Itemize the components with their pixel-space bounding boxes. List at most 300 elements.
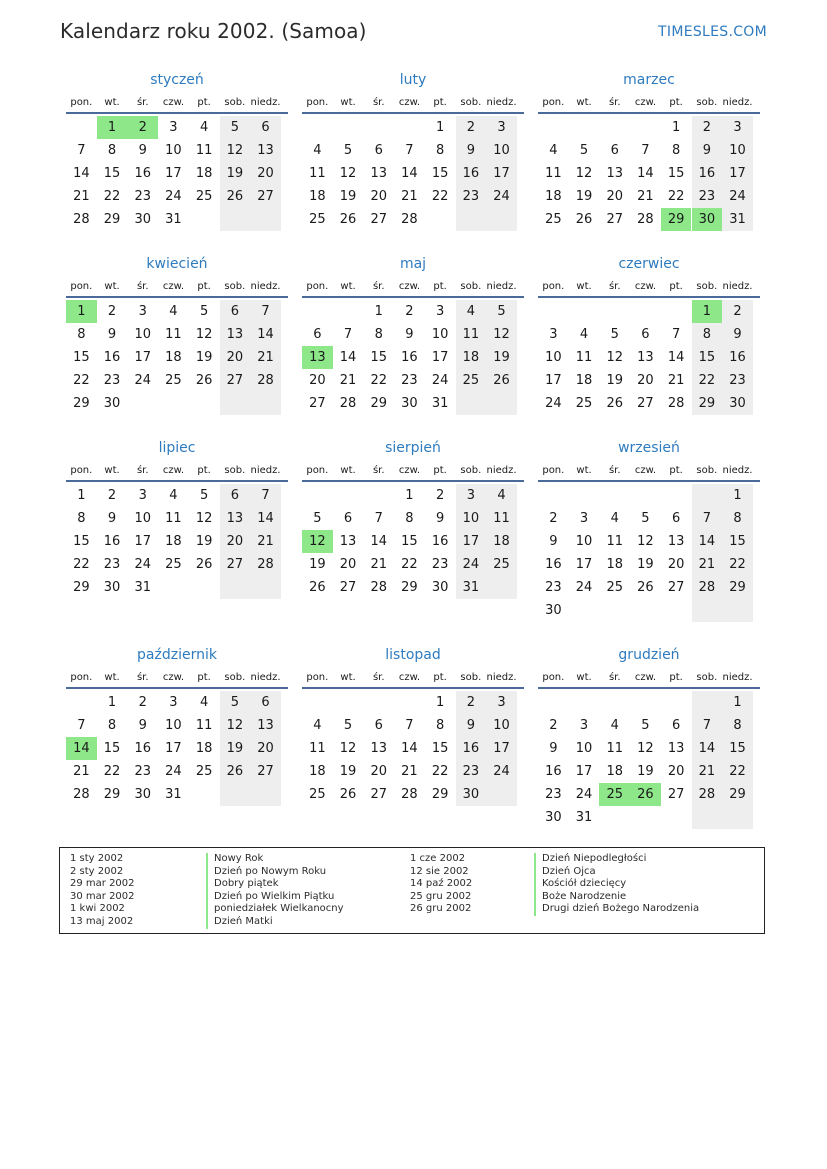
day-cell[interactable]: 10 [722, 139, 753, 162]
day-cell[interactable]: 25 [165, 373, 182, 388]
day-cell[interactable]: 2 [722, 300, 753, 323]
day-cell[interactable]: 6 [374, 718, 383, 733]
day-cell[interactable]: 29 [401, 580, 418, 595]
day-cell[interactable]: 10 [575, 534, 593, 549]
day-cell[interactable]: 28 [250, 553, 281, 576]
day-cell[interactable]: 22 [431, 764, 449, 779]
day-cell[interactable]: 29 [661, 208, 692, 231]
day-cell[interactable]: 22 [73, 373, 90, 388]
day-cell[interactable]: 28 [73, 787, 90, 802]
day-cell[interactable]: 6 [220, 484, 251, 507]
day-cell[interactable]: 21 [73, 189, 90, 204]
day-cell[interactable]: 2 [405, 304, 414, 319]
day-cell[interactable]: 3 [456, 484, 487, 507]
day-cell[interactable]: 9 [436, 511, 445, 526]
day-cell[interactable]: 22 [103, 189, 121, 204]
day-cell[interactable]: 7 [405, 718, 414, 733]
day-cell[interactable]: 24 [486, 185, 517, 208]
day-cell[interactable]: 16 [545, 557, 562, 572]
day-cell[interactable]: 7 [692, 507, 723, 530]
day-cell[interactable]: 2 [692, 116, 723, 139]
day-cell[interactable]: 19 [220, 737, 251, 760]
day-cell[interactable]: 6 [250, 116, 281, 139]
day-cell[interactable]: 29 [73, 580, 90, 595]
day-cell[interactable]: 12 [339, 166, 357, 181]
day-cell[interactable]: 11 [486, 507, 517, 530]
day-cell[interactable]: 16 [456, 737, 487, 760]
day-cell[interactable]: 29 [431, 787, 449, 802]
day-cell[interactable]: 29 [73, 396, 90, 411]
day-cell[interactable]: 13 [220, 507, 251, 530]
day-cell[interactable]: 20 [309, 373, 326, 388]
day-cell[interactable]: 27 [220, 553, 251, 576]
day-cell[interactable]: 4 [169, 304, 178, 319]
day-cell[interactable]: 14 [370, 534, 387, 549]
day-cell[interactable]: 23 [103, 557, 121, 572]
day-cell[interactable]: 13 [302, 346, 333, 369]
day-cell[interactable]: 13 [667, 534, 685, 549]
day-cell[interactable]: 30 [456, 783, 487, 806]
day-cell[interactable]: 22 [692, 369, 723, 392]
day-cell[interactable]: 4 [579, 327, 589, 342]
day-cell[interactable]: 13 [370, 741, 387, 756]
day-cell[interactable]: 23 [134, 189, 151, 204]
day-cell[interactable]: 25 [606, 580, 623, 595]
day-cell[interactable]: 25 [545, 212, 562, 227]
day-cell[interactable]: 18 [195, 741, 213, 756]
day-cell[interactable]: 26 [575, 212, 593, 227]
day-cell[interactable]: 15 [722, 737, 753, 760]
day-cell[interactable]: 29 [370, 396, 387, 411]
day-cell[interactable]: 2 [436, 488, 445, 503]
day-cell[interactable]: 15 [370, 350, 387, 365]
day-cell[interactable]: 17 [165, 166, 182, 181]
day-cell[interactable]: 28 [339, 396, 357, 411]
day-cell[interactable]: 26 [195, 557, 213, 572]
day-cell[interactable]: 26 [195, 373, 213, 388]
day-cell[interactable]: 24 [165, 189, 182, 204]
day-cell[interactable]: 3 [436, 304, 445, 319]
day-cell[interactable]: 21 [73, 764, 90, 779]
day-cell[interactable]: 24 [165, 764, 182, 779]
day-cell[interactable]: 26 [339, 787, 357, 802]
day-cell[interactable]: 9 [456, 139, 487, 162]
day-cell[interactable]: 27 [339, 580, 357, 595]
day-cell[interactable]: 2 [127, 116, 158, 139]
day-cell[interactable]: 23 [431, 557, 449, 572]
day-cell[interactable]: 30 [103, 580, 121, 595]
day-cell[interactable]: 28 [401, 787, 418, 802]
day-cell[interactable]: 9 [549, 534, 558, 549]
day-cell[interactable]: 10 [545, 350, 562, 365]
day-cell[interactable]: 17 [456, 530, 487, 553]
day-cell[interactable]: 17 [486, 737, 517, 760]
day-cell[interactable]: 18 [165, 534, 182, 549]
day-cell[interactable]: 23 [545, 787, 562, 802]
day-cell[interactable]: 22 [103, 764, 121, 779]
day-cell[interactable]: 3 [138, 304, 147, 319]
day-cell[interactable]: 15 [722, 530, 753, 553]
day-cell[interactable]: 20 [637, 373, 654, 388]
day-cell[interactable]: 1 [722, 484, 753, 507]
day-cell[interactable]: 1 [692, 300, 723, 323]
day-cell[interactable]: 17 [165, 741, 182, 756]
day-cell[interactable]: 9 [692, 139, 723, 162]
day-cell[interactable]: 10 [134, 511, 151, 526]
day-cell[interactable]: 30 [134, 212, 151, 227]
day-cell[interactable]: 11 [575, 350, 593, 365]
day-cell[interactable]: 22 [431, 189, 449, 204]
day-cell[interactable]: 2 [107, 488, 117, 503]
day-cell[interactable]: 2 [456, 116, 487, 139]
day-cell[interactable]: 5 [641, 511, 650, 526]
day-cell[interactable]: 12 [637, 741, 654, 756]
day-cell[interactable]: 31 [431, 396, 449, 411]
day-cell[interactable]: 20 [250, 162, 281, 185]
day-cell[interactable]: 10 [134, 327, 151, 342]
day-cell[interactable]: 18 [575, 373, 593, 388]
day-cell[interactable]: 4 [169, 488, 178, 503]
day-cell[interactable]: 18 [545, 189, 562, 204]
day-cell[interactable]: 13 [250, 714, 281, 737]
day-cell[interactable]: 29 [722, 576, 753, 599]
day-cell[interactable]: 26 [486, 369, 517, 392]
day-cell[interactable]: 26 [630, 783, 661, 806]
day-cell[interactable]: 1 [672, 120, 681, 135]
day-cell[interactable]: 12 [575, 166, 593, 181]
day-cell[interactable]: 22 [667, 189, 685, 204]
day-cell[interactable]: 15 [73, 534, 90, 549]
day-cell[interactable]: 26 [309, 580, 326, 595]
day-cell[interactable]: 31 [722, 208, 753, 231]
day-cell[interactable]: 30 [692, 208, 723, 231]
day-cell[interactable]: 5 [610, 327, 619, 342]
day-cell[interactable]: 15 [667, 166, 685, 181]
day-cell[interactable]: 5 [200, 304, 209, 319]
day-cell[interactable]: 8 [107, 143, 117, 158]
day-cell[interactable]: 6 [250, 691, 281, 714]
day-cell[interactable]: 15 [103, 166, 121, 181]
day-cell[interactable]: 17 [134, 350, 151, 365]
day-cell[interactable]: 12 [195, 327, 213, 342]
day-cell[interactable]: 11 [165, 327, 182, 342]
day-cell[interactable]: 14 [250, 323, 281, 346]
day-cell[interactable]: 14 [401, 741, 418, 756]
day-cell[interactable]: 13 [250, 139, 281, 162]
day-cell[interactable]: 1 [405, 488, 414, 503]
day-cell[interactable]: 6 [220, 300, 251, 323]
day-cell[interactable]: 11 [165, 511, 182, 526]
day-cell[interactable]: 20 [220, 530, 251, 553]
day-cell[interactable]: 4 [200, 695, 209, 710]
day-cell[interactable]: 30 [134, 787, 151, 802]
day-cell[interactable]: 13 [370, 166, 387, 181]
day-cell[interactable]: 31 [575, 810, 593, 825]
day-cell[interactable]: 1 [97, 116, 128, 139]
day-cell[interactable]: 16 [456, 162, 487, 185]
day-cell[interactable]: 19 [195, 534, 213, 549]
day-cell[interactable]: 31 [165, 212, 182, 227]
day-cell[interactable]: 10 [165, 143, 182, 158]
day-cell[interactable]: 7 [374, 511, 383, 526]
day-cell[interactable]: 3 [486, 691, 517, 714]
day-cell[interactable]: 5 [486, 300, 517, 323]
day-cell[interactable]: 30 [545, 603, 562, 618]
day-cell[interactable]: 9 [549, 741, 558, 756]
day-cell[interactable]: 15 [431, 741, 449, 756]
day-cell[interactable]: 12 [195, 511, 213, 526]
day-cell[interactable]: 5 [220, 691, 251, 714]
day-cell[interactable]: 9 [107, 327, 117, 342]
day-cell[interactable]: 4 [456, 300, 487, 323]
day-cell[interactable]: 31 [165, 787, 182, 802]
day-cell[interactable]: 19 [637, 764, 654, 779]
day-cell[interactable]: 18 [606, 557, 623, 572]
day-cell[interactable]: 19 [220, 162, 251, 185]
day-cell[interactable]: 19 [486, 346, 517, 369]
day-cell[interactable]: 17 [722, 162, 753, 185]
day-cell[interactable]: 2 [107, 304, 117, 319]
day-cell[interactable]: 13 [637, 350, 654, 365]
day-cell[interactable]: 18 [195, 166, 213, 181]
day-cell[interactable]: 18 [165, 350, 182, 365]
day-cell[interactable]: 16 [103, 534, 121, 549]
day-cell[interactable]: 20 [250, 737, 281, 760]
day-cell[interactable]: 8 [374, 327, 383, 342]
day-cell[interactable]: 26 [220, 760, 251, 783]
day-cell[interactable]: 10 [456, 507, 487, 530]
day-cell[interactable]: 3 [549, 327, 558, 342]
day-cell[interactable]: 27 [667, 580, 685, 595]
day-cell[interactable]: 23 [401, 373, 418, 388]
day-cell[interactable]: 13 [339, 534, 357, 549]
day-cell[interactable]: 3 [579, 718, 589, 733]
day-cell[interactable]: 3 [722, 116, 753, 139]
day-cell[interactable]: 2 [549, 511, 558, 526]
day-cell[interactable]: 24 [722, 185, 753, 208]
day-cell[interactable]: 8 [722, 714, 753, 737]
day-cell[interactable]: 13 [220, 323, 251, 346]
day-cell[interactable]: 23 [692, 185, 723, 208]
day-cell[interactable]: 7 [343, 327, 353, 342]
day-cell[interactable]: 31 [456, 576, 487, 599]
day-cell[interactable]: 5 [343, 718, 353, 733]
day-cell[interactable]: 29 [692, 392, 723, 415]
day-cell[interactable]: 28 [73, 212, 90, 227]
day-cell[interactable]: 3 [169, 695, 178, 710]
day-cell[interactable]: 9 [107, 511, 117, 526]
day-cell[interactable]: 9 [138, 718, 147, 733]
day-cell[interactable]: 11 [456, 323, 487, 346]
day-cell[interactable]: 4 [549, 143, 558, 158]
day-cell[interactable]: 28 [692, 783, 723, 806]
day-cell[interactable]: 15 [73, 350, 90, 365]
day-cell[interactable]: 16 [134, 741, 151, 756]
day-cell[interactable]: 21 [692, 553, 723, 576]
day-cell[interactable]: 28 [401, 212, 418, 227]
day-cell[interactable]: 28 [692, 576, 723, 599]
day-cell[interactable]: 2 [138, 695, 147, 710]
day-cell[interactable]: 8 [77, 511, 86, 526]
day-cell[interactable]: 21 [370, 557, 387, 572]
day-cell[interactable]: 5 [200, 488, 209, 503]
day-cell[interactable]: 4 [610, 511, 619, 526]
day-cell[interactable]: 20 [370, 764, 387, 779]
day-cell[interactable]: 16 [103, 350, 121, 365]
day-cell[interactable]: 27 [637, 396, 654, 411]
day-cell[interactable]: 24 [575, 580, 593, 595]
day-cell[interactable]: 21 [339, 373, 357, 388]
day-cell[interactable]: 26 [606, 396, 623, 411]
day-cell[interactable]: 21 [250, 530, 281, 553]
day-cell[interactable]: 24 [575, 787, 593, 802]
day-cell[interactable]: 4 [200, 120, 209, 135]
day-cell[interactable]: 16 [692, 162, 723, 185]
site-link[interactable]: TIMESLES.COM [658, 24, 767, 40]
day-cell[interactable]: 11 [195, 143, 213, 158]
day-cell[interactable]: 11 [606, 534, 623, 549]
day-cell[interactable]: 23 [456, 760, 487, 783]
day-cell[interactable]: 24 [456, 553, 487, 576]
day-cell[interactable]: 8 [722, 507, 753, 530]
day-cell[interactable]: 25 [165, 557, 182, 572]
day-cell[interactable]: 15 [692, 346, 723, 369]
day-cell[interactable]: 21 [667, 373, 685, 388]
day-cell[interactable]: 16 [401, 350, 418, 365]
day-cell[interactable]: 5 [579, 143, 589, 158]
day-cell[interactable]: 7 [641, 143, 650, 158]
day-cell[interactable]: 27 [606, 212, 623, 227]
day-cell[interactable]: 10 [431, 327, 449, 342]
day-cell[interactable]: 25 [575, 396, 593, 411]
day-cell[interactable]: 16 [545, 764, 562, 779]
day-cell[interactable]: 26 [220, 185, 251, 208]
day-cell[interactable]: 12 [606, 350, 623, 365]
day-cell[interactable]: 9 [405, 327, 414, 342]
day-cell[interactable]: 6 [343, 511, 353, 526]
day-cell[interactable]: 25 [195, 189, 213, 204]
day-cell[interactable]: 6 [641, 327, 650, 342]
day-cell[interactable]: 28 [637, 212, 654, 227]
day-cell[interactable]: 3 [138, 488, 147, 503]
day-cell[interactable]: 3 [486, 116, 517, 139]
day-cell[interactable]: 5 [343, 143, 353, 158]
day-cell[interactable]: 19 [339, 764, 357, 779]
day-cell[interactable]: 23 [456, 185, 487, 208]
day-cell[interactable]: 7 [77, 143, 86, 158]
day-cell[interactable]: 7 [405, 143, 414, 158]
day-cell[interactable]: 12 [302, 530, 333, 553]
day-cell[interactable]: 1 [436, 695, 445, 710]
day-cell[interactable]: 11 [309, 166, 326, 181]
day-cell[interactable]: 25 [195, 764, 213, 779]
day-cell[interactable]: 6 [313, 327, 322, 342]
day-cell[interactable]: 21 [401, 189, 418, 204]
day-cell[interactable]: 3 [169, 120, 178, 135]
day-cell[interactable]: 13 [667, 741, 685, 756]
day-cell[interactable]: 17 [575, 764, 593, 779]
day-cell[interactable]: 8 [436, 718, 445, 733]
day-cell[interactable]: 30 [103, 396, 121, 411]
day-cell[interactable]: 6 [672, 511, 681, 526]
day-cell[interactable]: 21 [401, 764, 418, 779]
day-cell[interactable]: 12 [220, 139, 251, 162]
day-cell[interactable]: 13 [606, 166, 623, 181]
day-cell[interactable]: 18 [309, 189, 326, 204]
day-cell[interactable]: 12 [486, 323, 517, 346]
day-cell[interactable]: 30 [401, 396, 418, 411]
day-cell[interactable]: 18 [486, 530, 517, 553]
day-cell[interactable]: 1 [66, 300, 97, 323]
day-cell[interactable]: 14 [66, 737, 97, 760]
day-cell[interactable]: 7 [77, 718, 86, 733]
day-cell[interactable]: 6 [610, 143, 619, 158]
day-cell[interactable]: 16 [431, 534, 449, 549]
day-cell[interactable]: 6 [672, 718, 681, 733]
day-cell[interactable]: 22 [722, 760, 753, 783]
day-cell[interactable]: 8 [672, 143, 681, 158]
day-cell[interactable]: 7 [692, 714, 723, 737]
day-cell[interactable]: 14 [339, 350, 357, 365]
day-cell[interactable]: 14 [692, 530, 723, 553]
day-cell[interactable]: 8 [692, 323, 723, 346]
day-cell[interactable]: 28 [250, 369, 281, 392]
day-cell[interactable]: 20 [220, 346, 251, 369]
day-cell[interactable]: 14 [73, 166, 90, 181]
day-cell[interactable]: 10 [486, 139, 517, 162]
day-cell[interactable]: 21 [250, 346, 281, 369]
day-cell[interactable]: 8 [405, 511, 414, 526]
day-cell[interactable]: 14 [692, 737, 723, 760]
day-cell[interactable]: 29 [103, 212, 121, 227]
day-cell[interactable]: 7 [672, 327, 681, 342]
day-cell[interactable]: 23 [134, 764, 151, 779]
day-cell[interactable]: 19 [195, 350, 213, 365]
day-cell[interactable]: 17 [545, 373, 562, 388]
day-cell[interactable]: 16 [134, 166, 151, 181]
day-cell[interactable]: 24 [486, 760, 517, 783]
day-cell[interactable]: 12 [637, 534, 654, 549]
day-cell[interactable]: 6 [374, 143, 383, 158]
day-cell[interactable]: 27 [667, 787, 685, 802]
day-cell[interactable]: 19 [575, 189, 593, 204]
day-cell[interactable]: 23 [545, 580, 562, 595]
day-cell[interactable]: 8 [77, 327, 86, 342]
day-cell[interactable]: 16 [722, 346, 753, 369]
day-cell[interactable]: 8 [436, 143, 445, 158]
day-cell[interactable]: 25 [309, 212, 326, 227]
day-cell[interactable]: 21 [637, 189, 654, 204]
day-cell[interactable]: 31 [134, 580, 151, 595]
day-cell[interactable]: 24 [134, 557, 151, 572]
day-cell[interactable]: 20 [370, 189, 387, 204]
day-cell[interactable]: 1 [107, 695, 117, 710]
day-cell[interactable]: 19 [637, 557, 654, 572]
day-cell[interactable]: 27 [309, 396, 326, 411]
day-cell[interactable]: 22 [722, 553, 753, 576]
day-cell[interactable]: 9 [456, 714, 487, 737]
day-cell[interactable]: 29 [103, 787, 121, 802]
day-cell[interactable]: 18 [456, 346, 487, 369]
day-cell[interactable]: 2 [549, 718, 558, 733]
day-cell[interactable]: 11 [195, 718, 213, 733]
day-cell[interactable]: 12 [220, 714, 251, 737]
day-cell[interactable]: 30 [545, 810, 562, 825]
day-cell[interactable]: 1 [436, 120, 445, 135]
day-cell[interactable]: 15 [103, 741, 121, 756]
day-cell[interactable]: 10 [165, 718, 182, 733]
day-cell[interactable]: 29 [722, 783, 753, 806]
